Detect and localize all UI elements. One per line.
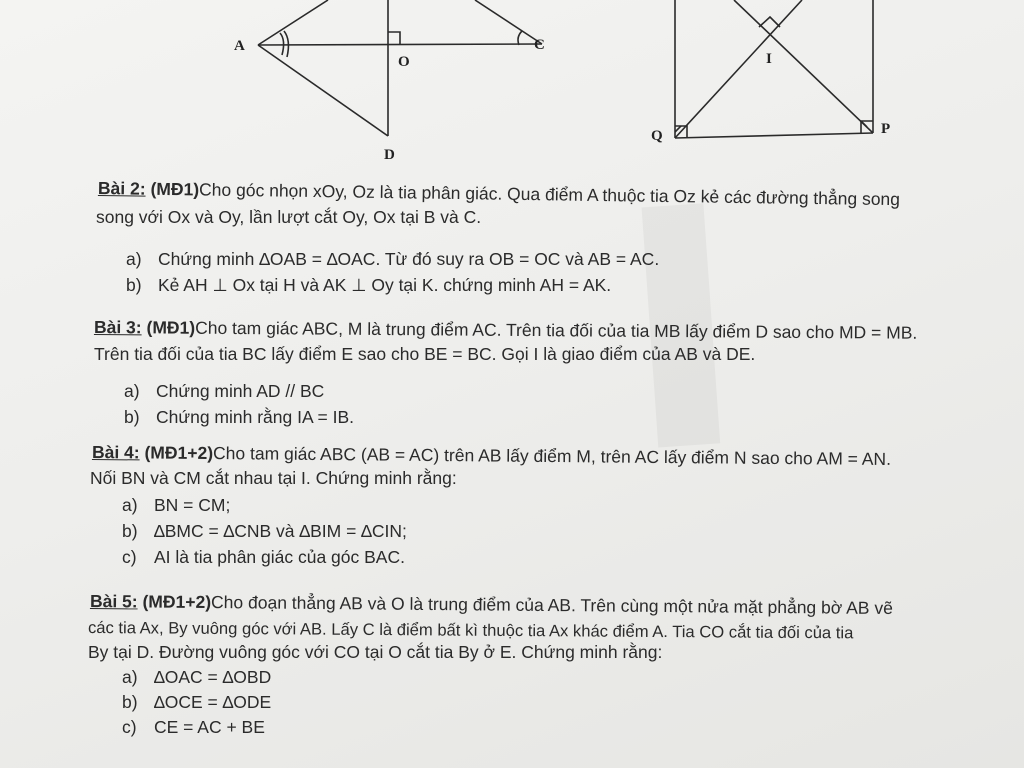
problem-5-item-b: [122, 691, 271, 713]
problem-4-item-c: [122, 546, 405, 568]
problem-2-item-b: [126, 274, 611, 296]
problem-5-item-c: [122, 716, 265, 738]
problem-2-number: Bài 2:: [97, 178, 146, 199]
problem-4-item-b-label: b): [122, 521, 138, 541]
problem-3-text-1: Cho tam giác ABC, M là trung điểm AC. Trên tia đối của tia MB lấy điểm D sao cho MD = MB.: [195, 317, 918, 343]
problem-5-line-3: By tại D. Đường vuông góc với CO tại O cắt tia By ở E. Chứng minh rằng:: [88, 642, 663, 662]
problem-5-line-1: [90, 590, 893, 619]
problem-5-item-a-text: ∆OAC = ∆OBD: [154, 667, 272, 687]
point-label-d: D: [384, 147, 395, 163]
problem-2-item-b-text: Kẻ AH ⊥ Ox tại H và AK ⊥ Oy tại K. chứng minh AH = AK.: [158, 275, 612, 295]
figure-square-iqp: [640, 0, 900, 160]
problem-2-line-2: song với Ox và Oy, lần lượt cắt Oy, Ox tại B và C.: [96, 207, 482, 227]
problem-5-level: (MĐ1+2): [142, 591, 212, 613]
point-label-o: O: [398, 54, 410, 70]
problem-5-number: Bài 5:: [89, 591, 138, 612]
problem-4-item-a: [122, 494, 230, 516]
problem-3-item-b-label: b): [124, 407, 140, 427]
problem-2-item-a-label: a): [126, 249, 142, 269]
problem-4-level: (MĐ1+2): [144, 442, 214, 464]
problem-4-number: Bài 4:: [91, 442, 140, 463]
problem-2-item-a: [126, 248, 659, 270]
problem-3-line-1: [94, 316, 917, 344]
problem-4-item-a-text: BN = CM;: [154, 495, 231, 515]
problem-5-item-b-text: ∆OCE = ∆ODE: [154, 692, 272, 712]
problem-4-item-b-text: ∆BMC = ∆CNB và ∆BIM = ∆CIN;: [154, 521, 407, 541]
problem-5-line-2: các tia Ax, By vuông góc với AB. Lấy C là điểm bất kì thuộc tia Ax khác điểm A. Tia CO cắt tia đối của tia: [87, 618, 854, 643]
problem-3-level: (MĐ1): [146, 317, 196, 338]
problem-2-level: (MĐ1): [150, 178, 200, 200]
problem-4-line-2: Nối BN và CM cắt nhau tại I. Chứng minh rằng:: [90, 468, 457, 488]
problem-3-number: Bài 3:: [93, 317, 142, 338]
problem-2-item-a-text: Chứng minh ∆OAB = ∆OAC. Từ đó suy ra OB = OC và AB = AC.: [158, 249, 660, 269]
problem-4-item-a-label: a): [122, 495, 138, 515]
problem-5-item-a: [122, 666, 271, 688]
problem-4-text-1: Cho tam giác ABC (AB = AC) trên AB lấy điểm M, trên AC lấy điểm N sao cho AM = AN.: [213, 443, 892, 469]
problem-4-line-1: [92, 441, 891, 470]
problem-3-item-a-text: Chứng minh AD // BC: [156, 381, 325, 401]
problem-3-item-b-text: Chứng minh rằng IA = IB.: [156, 407, 355, 427]
problem-3-item-b: [124, 406, 354, 428]
point-label-i: I: [766, 51, 772, 67]
problem-3-item-a: [124, 380, 324, 402]
problem-4-item-c-label: c): [122, 547, 137, 567]
point-label-p: P: [881, 121, 891, 137]
problem-3-item-a-label: a): [124, 381, 140, 401]
figure-triangle-aoc-d: [220, 0, 580, 170]
problem-5-text-1: Cho đoạn thẳng AB và O là trung điểm của AB. Trên cùng một nửa mặt phẳng bờ AB vẽ: [211, 592, 893, 619]
problem-4-item-c-text: AI là tia phân giác của góc BAC.: [154, 547, 405, 567]
problem-2-item-b-label: b): [126, 275, 142, 295]
point-label-c: C: [534, 37, 545, 53]
problem-5-item-c-text: CE = AC + BE: [154, 717, 265, 737]
problem-5-item-c-label: c): [122, 717, 137, 737]
problem-5-item-a-label: a): [122, 667, 138, 687]
point-label-q: Q: [651, 128, 663, 144]
problem-4-item-b: [122, 520, 407, 542]
problem-3-line-2: Trên tia đối của tia BC lấy điểm E sao cho BE = BC. Gọi I là giao điểm của AB và DE.: [94, 344, 756, 364]
point-label-a: A: [234, 38, 245, 54]
problem-5-item-b-label: b): [122, 692, 138, 712]
problem-2-text-1: Cho góc nhọn xOy, Oz là tia phân giác. Qua điểm A thuộc tia Oz kẻ các đường thẳng song: [198, 179, 901, 210]
